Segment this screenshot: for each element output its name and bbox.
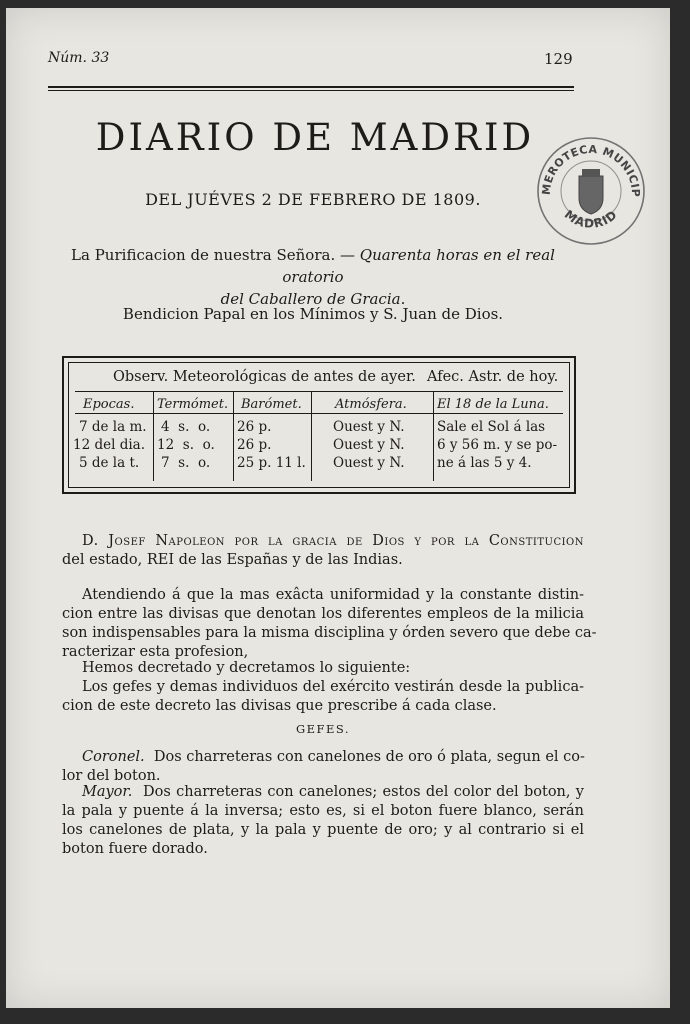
astro-line: ne á las 5 y 4.	[437, 455, 532, 471]
coronel-label: Coronel.	[82, 749, 145, 765]
astro-line: Sale el Sol á las	[437, 419, 546, 435]
decree-resolution: Hemos decretado y decretamos lo siguiente:	[82, 660, 411, 676]
column-divider	[233, 391, 234, 481]
feast-italic-2: del Caballero de Gracia.	[220, 290, 406, 308]
decree-line: D. Josef Napoleon por la gracia de Dios y por la Constitucion	[82, 533, 584, 549]
termometro-cell: 12 s. o.	[157, 437, 215, 453]
bendicion-notice: Bendicion Papal en los Mínimos y S. Juan de Dios.	[122, 305, 504, 323]
mayor-label: Mayor.	[82, 784, 133, 800]
column-divider	[311, 391, 312, 481]
mayor-paragraph	[62, 783, 584, 859]
termometro-cell: 7 s. o.	[161, 455, 211, 471]
newspaper-page	[6, 8, 670, 1008]
stamp-top-text: MEROTECA MUNICIP	[539, 142, 643, 197]
decree-line: lor del boton.	[62, 768, 161, 784]
coronel-line	[62, 748, 584, 767]
barometro-cell: 26 p.	[237, 437, 272, 453]
coat-of-arms-icon	[579, 169, 603, 214]
decree-line: cion entre las divisas que denotan los diferentes empleos de la milicia	[62, 606, 584, 622]
decree-line: cion de este decreto las divisas que prescribe á cada clase.	[62, 698, 497, 714]
col-header-atmosfera: Atmósfera.	[335, 397, 407, 412]
feast-italic-1: — Quarenta horas en el real oratorio	[282, 246, 555, 286]
decree-line: Los gefes y demas individuos del exército vestirán desde la publica-	[82, 679, 584, 695]
col-header-termometro: Termómet.	[157, 397, 229, 412]
barometro-cell: 26 p.	[237, 419, 272, 435]
epoca-cell: 5 de la t.	[79, 455, 140, 471]
barometro-cell: 25 p. 11 l.	[237, 455, 306, 471]
library-stamp	[536, 136, 646, 246]
mayor-line	[62, 783, 584, 802]
atmosfera-cell: Ouest y N.	[333, 419, 405, 435]
decree-line: son indispensables para la misma disciplina y órden severo que debe ca-	[62, 625, 597, 641]
epoca-cell: 12 del dia.	[73, 437, 146, 453]
col-header-barometro: Barómet.	[241, 397, 302, 412]
date-line: DEL JUÉVES 2 DE FEBRERO DE 1809.	[145, 190, 481, 209]
decree-paragraph	[62, 586, 597, 662]
page-number: 129	[544, 50, 573, 68]
col-header-luna: El 18 de la Luna.	[437, 397, 549, 412]
coronel-paragraph	[62, 748, 584, 786]
weather-title-right: Afec. Astr. de hoy.	[427, 369, 559, 385]
atmosfera-cell: Ouest y N.	[333, 437, 405, 453]
coronel-text: Dos charreteras con canelones de oro ó plata, segun el co-	[153, 749, 585, 765]
decree-line: los canelones de plata, y la pala y puente de oro; y al contrario si el	[62, 822, 584, 838]
atmosfera-cell: Ouest y N.	[333, 455, 405, 471]
mayor-text: Dos charreteras con canelones; estos del color del boton, y	[143, 784, 584, 800]
weather-title-left: Observ. Meteorológicas de antes de ayer.	[113, 369, 416, 385]
decree-line: Atendiendo á que la mas exâcta uniformidad y la constante distin-	[82, 587, 584, 603]
feast-notice	[48, 244, 578, 310]
termometro-cell: 4 s. o.	[161, 419, 211, 435]
section-heading: GEFES.	[295, 722, 351, 736]
weather-table	[62, 356, 576, 494]
header-rule	[48, 86, 574, 91]
table-rule	[75, 413, 563, 414]
column-divider	[153, 391, 154, 481]
masthead-title: DIARIO DE MADRID	[95, 116, 535, 159]
decree-preamble	[62, 532, 584, 570]
decree-line: la pala y puente á la inversa; esto es, si el boton fuere blanco, serán	[62, 803, 584, 819]
column-divider	[433, 391, 434, 481]
table-rule	[75, 391, 563, 392]
decree-line: racterizar esta profesion,	[62, 644, 249, 660]
astro-line: 6 y 56 m. y se po-	[437, 437, 558, 453]
col-header-epocas: Epocas.	[83, 397, 135, 412]
feast-plain: La Purificacion de nuestra Señora.	[71, 246, 336, 264]
decree-paragraph	[62, 678, 584, 716]
issue-number: Núm. 33	[48, 50, 110, 66]
decree-line: boton fuere dorado.	[62, 841, 208, 857]
decree-line: del estado, REI de las Españas y de las Indias.	[62, 552, 403, 568]
stamp-bottom-text: MADRID	[561, 207, 621, 231]
epoca-cell: 7 de la m.	[79, 419, 147, 435]
